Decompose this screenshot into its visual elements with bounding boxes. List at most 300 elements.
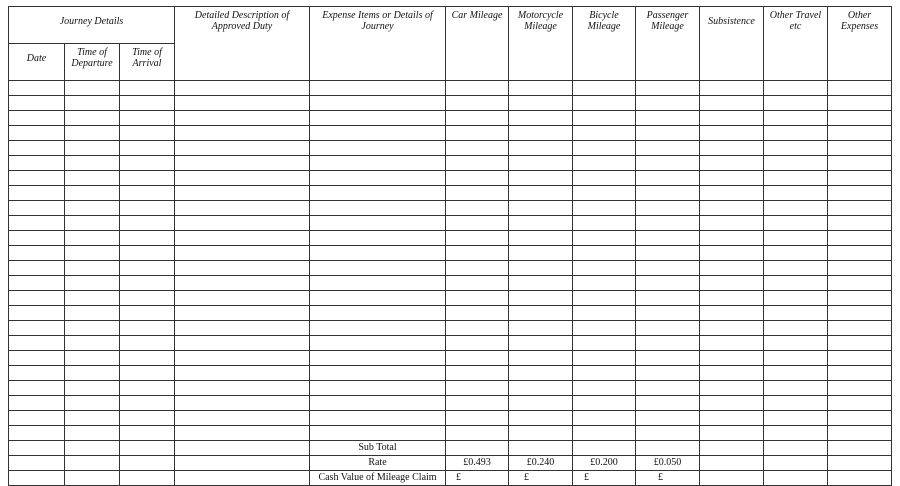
date-cell[interactable] (9, 291, 65, 306)
motorcycle-mileage-cell[interactable] (509, 126, 573, 141)
expense-item-cell[interactable] (310, 171, 446, 186)
date-cell[interactable] (9, 246, 65, 261)
passenger-mileage-cell[interactable] (636, 411, 700, 426)
expense-item-cell[interactable] (310, 156, 446, 171)
expense-item-cell[interactable] (310, 96, 446, 111)
description-cell[interactable] (175, 96, 310, 111)
passenger-mileage-cell[interactable] (636, 96, 700, 111)
description-cell[interactable] (175, 81, 310, 96)
subsistence-cell[interactable] (700, 216, 764, 231)
car-mileage-cell[interactable] (446, 216, 509, 231)
bicycle-mileage-cell[interactable] (573, 126, 636, 141)
motorcycle-mileage-cell[interactable] (509, 426, 573, 441)
subsistence-cell[interactable] (700, 336, 764, 351)
arrival-cell[interactable] (120, 81, 175, 96)
motorcycle-mileage-cell[interactable] (509, 366, 573, 381)
subsistence-cell[interactable] (700, 261, 764, 276)
other-expenses-cell[interactable] (828, 231, 892, 246)
other-travel-cell[interactable] (764, 471, 828, 486)
passenger-mileage-cell[interactable] (636, 141, 700, 156)
other-travel-cell[interactable] (764, 246, 828, 261)
motorcycle-mileage-cell[interactable] (509, 396, 573, 411)
other-travel-cell[interactable] (764, 261, 828, 276)
motorcycle-mileage-cell[interactable] (509, 321, 573, 336)
departure-cell[interactable] (65, 306, 120, 321)
bicycle-mileage-cell[interactable] (573, 201, 636, 216)
date-cell[interactable] (9, 366, 65, 381)
arrival-cell[interactable] (120, 336, 175, 351)
passenger-mileage-cell[interactable] (636, 186, 700, 201)
description-cell[interactable] (175, 336, 310, 351)
car-mileage-cell[interactable] (446, 186, 509, 201)
bicycle-mileage-cell[interactable] (573, 351, 636, 366)
expense-item-cell[interactable] (310, 126, 446, 141)
car-mileage-cell[interactable] (446, 306, 509, 321)
bicycle-mileage-cell[interactable] (573, 396, 636, 411)
car-mileage-cell[interactable] (446, 126, 509, 141)
other-expenses-cell[interactable] (828, 441, 892, 456)
date-cell[interactable] (9, 276, 65, 291)
other-travel-cell[interactable] (764, 426, 828, 441)
arrival-cell[interactable] (120, 396, 175, 411)
description-cell[interactable] (175, 141, 310, 156)
bicycle-mileage-cell[interactable] (573, 141, 636, 156)
other-travel-cell[interactable] (764, 216, 828, 231)
departure-cell[interactable] (65, 201, 120, 216)
other-travel-cell[interactable] (764, 201, 828, 216)
date-cell[interactable] (9, 231, 65, 246)
car-mileage-cell[interactable] (446, 171, 509, 186)
passenger-mileage-cell[interactable] (636, 351, 700, 366)
description-cell[interactable] (175, 261, 310, 276)
other-expenses-cell[interactable] (828, 156, 892, 171)
bicycle-mileage-cell[interactable] (573, 411, 636, 426)
passenger-mileage-cell[interactable] (636, 201, 700, 216)
bicycle-mileage-cell[interactable] (573, 426, 636, 441)
departure-cell[interactable] (65, 441, 120, 456)
other-expenses-cell[interactable] (828, 81, 892, 96)
bicycle-mileage-cell[interactable] (573, 336, 636, 351)
description-cell[interactable] (175, 291, 310, 306)
departure-cell[interactable] (65, 246, 120, 261)
motorcycle-mileage-cell[interactable] (509, 306, 573, 321)
other-travel-cell[interactable] (764, 126, 828, 141)
departure-cell[interactable] (65, 276, 120, 291)
date-cell[interactable] (9, 186, 65, 201)
subsistence-cell[interactable] (700, 81, 764, 96)
expense-item-cell[interactable] (310, 111, 446, 126)
departure-cell[interactable] (65, 321, 120, 336)
expense-item-cell[interactable] (310, 321, 446, 336)
date-cell[interactable] (9, 156, 65, 171)
description-cell[interactable] (175, 441, 310, 456)
bicycle-cash-value[interactable]: £ (573, 471, 636, 486)
departure-cell[interactable] (65, 456, 120, 471)
description-cell[interactable] (175, 321, 310, 336)
arrival-cell[interactable] (120, 366, 175, 381)
arrival-cell[interactable] (120, 456, 175, 471)
passenger-mileage-cell[interactable] (636, 291, 700, 306)
description-cell[interactable] (175, 126, 310, 141)
expense-item-cell[interactable] (310, 366, 446, 381)
other-travel-cell[interactable] (764, 111, 828, 126)
passenger-mileage-cell[interactable] (636, 216, 700, 231)
car-mileage-cell[interactable] (446, 411, 509, 426)
expense-item-cell[interactable] (310, 426, 446, 441)
passenger-mileage-cell[interactable] (636, 81, 700, 96)
arrival-cell[interactable] (120, 351, 175, 366)
departure-cell[interactable] (65, 156, 120, 171)
subsistence-cell[interactable] (700, 186, 764, 201)
other-expenses-cell[interactable] (828, 186, 892, 201)
motorcycle-mileage-cell[interactable] (509, 141, 573, 156)
arrival-cell[interactable] (120, 111, 175, 126)
departure-cell[interactable] (65, 216, 120, 231)
other-travel-cell[interactable] (764, 186, 828, 201)
subsistence-cell[interactable] (700, 96, 764, 111)
motorcycle-mileage-cell[interactable] (509, 171, 573, 186)
date-cell[interactable] (9, 396, 65, 411)
arrival-cell[interactable] (120, 171, 175, 186)
other-expenses-cell[interactable] (828, 396, 892, 411)
other-expenses-cell[interactable] (828, 291, 892, 306)
motorcycle-mileage-cell[interactable] (509, 186, 573, 201)
bicycle-mileage-cell[interactable] (573, 81, 636, 96)
passenger-mileage-cell[interactable] (636, 336, 700, 351)
car-mileage-cell[interactable] (446, 336, 509, 351)
arrival-cell[interactable] (120, 261, 175, 276)
other-expenses-cell[interactable] (828, 261, 892, 276)
other-travel-cell[interactable] (764, 396, 828, 411)
passenger-mileage-cell[interactable] (636, 366, 700, 381)
expense-item-cell[interactable] (310, 246, 446, 261)
other-travel-cell[interactable] (764, 291, 828, 306)
bicycle-mileage-cell[interactable] (573, 321, 636, 336)
motorcycle-mileage-cell[interactable] (509, 411, 573, 426)
expense-item-cell[interactable] (310, 351, 446, 366)
description-cell[interactable] (175, 411, 310, 426)
other-expenses-cell[interactable] (828, 126, 892, 141)
subsistence-cell[interactable] (700, 246, 764, 261)
date-cell[interactable] (9, 81, 65, 96)
subsistence-cell[interactable] (700, 366, 764, 381)
description-cell[interactable] (175, 231, 310, 246)
subsistence-cell[interactable] (700, 411, 764, 426)
departure-cell[interactable] (65, 111, 120, 126)
other-expenses-cell[interactable] (828, 381, 892, 396)
other-expenses-cell[interactable] (828, 426, 892, 441)
arrival-cell[interactable] (120, 216, 175, 231)
motorcycle-mileage-cell[interactable] (509, 336, 573, 351)
passenger-mileage-cell[interactable] (636, 261, 700, 276)
description-cell[interactable] (175, 201, 310, 216)
arrival-cell[interactable] (120, 96, 175, 111)
subsistence-cell[interactable] (700, 171, 764, 186)
description-cell[interactable] (175, 156, 310, 171)
car-mileage-cell[interactable] (446, 396, 509, 411)
car-mileage-cell[interactable] (446, 426, 509, 441)
motorcycle-mileage-cell[interactable] (509, 351, 573, 366)
motorcycle-mileage-cell[interactable] (509, 81, 573, 96)
subsistence-cell[interactable] (700, 321, 764, 336)
car-mileage-cell[interactable] (446, 111, 509, 126)
date-cell[interactable] (9, 96, 65, 111)
other-expenses-cell[interactable] (828, 141, 892, 156)
other-travel-cell[interactable] (764, 336, 828, 351)
expense-item-cell[interactable] (310, 261, 446, 276)
departure-cell[interactable] (65, 81, 120, 96)
other-travel-cell[interactable] (764, 351, 828, 366)
motorcycle-mileage-cell[interactable] (509, 261, 573, 276)
departure-cell[interactable] (65, 351, 120, 366)
subsistence-cell[interactable] (700, 351, 764, 366)
date-cell[interactable] (9, 441, 65, 456)
date-cell[interactable] (9, 336, 65, 351)
car-mileage-cell[interactable] (446, 156, 509, 171)
subsistence-cell[interactable] (700, 111, 764, 126)
other-travel-cell[interactable] (764, 276, 828, 291)
departure-cell[interactable] (65, 381, 120, 396)
bicycle-mileage-cell[interactable] (573, 276, 636, 291)
departure-cell[interactable] (65, 96, 120, 111)
expense-item-cell[interactable] (310, 216, 446, 231)
passenger-mileage-cell[interactable] (636, 111, 700, 126)
subsistence-cell[interactable] (700, 201, 764, 216)
bicycle-sub-total[interactable] (573, 441, 636, 456)
subsistence-cell[interactable] (700, 471, 764, 486)
subsistence-cell[interactable] (700, 381, 764, 396)
motorcycle-sub-total[interactable] (509, 441, 573, 456)
arrival-cell[interactable] (120, 246, 175, 261)
passenger-mileage-cell[interactable] (636, 381, 700, 396)
car-sub-total[interactable] (446, 441, 509, 456)
passenger-mileage-cell[interactable] (636, 231, 700, 246)
arrival-cell[interactable] (120, 426, 175, 441)
bicycle-mileage-cell[interactable] (573, 156, 636, 171)
description-cell[interactable] (175, 276, 310, 291)
description-cell[interactable] (175, 366, 310, 381)
other-expenses-cell[interactable] (828, 246, 892, 261)
car-mileage-cell[interactable] (446, 381, 509, 396)
bicycle-mileage-cell[interactable] (573, 216, 636, 231)
car-mileage-cell[interactable] (446, 201, 509, 216)
subsistence-cell[interactable] (700, 276, 764, 291)
subsistence-cell[interactable] (700, 426, 764, 441)
departure-cell[interactable] (65, 231, 120, 246)
passenger-cash-value[interactable]: £ (636, 471, 700, 486)
other-travel-cell[interactable] (764, 366, 828, 381)
expense-item-cell[interactable] (310, 411, 446, 426)
departure-cell[interactable] (65, 336, 120, 351)
expense-item-cell[interactable] (310, 291, 446, 306)
motorcycle-mileage-cell[interactable] (509, 381, 573, 396)
description-cell[interactable] (175, 381, 310, 396)
other-travel-cell[interactable] (764, 441, 828, 456)
arrival-cell[interactable] (120, 471, 175, 486)
car-mileage-cell[interactable] (446, 276, 509, 291)
expense-item-cell[interactable] (310, 336, 446, 351)
bicycle-mileage-cell[interactable] (573, 171, 636, 186)
passenger-mileage-cell[interactable] (636, 126, 700, 141)
bicycle-mileage-cell[interactable] (573, 246, 636, 261)
motorcycle-mileage-cell[interactable] (509, 156, 573, 171)
date-cell[interactable] (9, 381, 65, 396)
description-cell[interactable] (175, 246, 310, 261)
other-expenses-cell[interactable] (828, 111, 892, 126)
subsistence-cell[interactable] (700, 306, 764, 321)
arrival-cell[interactable] (120, 381, 175, 396)
departure-cell[interactable] (65, 396, 120, 411)
subsistence-cell[interactable] (700, 231, 764, 246)
car-cash-value[interactable]: £ (446, 471, 509, 486)
date-cell[interactable] (9, 306, 65, 321)
motorcycle-mileage-cell[interactable] (509, 96, 573, 111)
departure-cell[interactable] (65, 186, 120, 201)
description-cell[interactable] (175, 456, 310, 471)
car-mileage-cell[interactable] (446, 96, 509, 111)
motorcycle-mileage-cell[interactable] (509, 231, 573, 246)
departure-cell[interactable] (65, 141, 120, 156)
other-expenses-cell[interactable] (828, 411, 892, 426)
other-travel-cell[interactable] (764, 81, 828, 96)
expense-item-cell[interactable] (310, 276, 446, 291)
departure-cell[interactable] (65, 171, 120, 186)
passenger-mileage-cell[interactable] (636, 246, 700, 261)
arrival-cell[interactable] (120, 291, 175, 306)
date-cell[interactable] (9, 471, 65, 486)
departure-cell[interactable] (65, 126, 120, 141)
subsistence-cell[interactable] (700, 456, 764, 471)
car-mileage-cell[interactable] (446, 351, 509, 366)
departure-cell[interactable] (65, 291, 120, 306)
departure-cell[interactable] (65, 471, 120, 486)
arrival-cell[interactable] (120, 126, 175, 141)
motorcycle-mileage-cell[interactable] (509, 216, 573, 231)
bicycle-mileage-cell[interactable] (573, 381, 636, 396)
expense-item-cell[interactable] (310, 231, 446, 246)
passenger-mileage-cell[interactable] (636, 276, 700, 291)
arrival-cell[interactable] (120, 141, 175, 156)
subsistence-cell[interactable] (700, 396, 764, 411)
arrival-cell[interactable] (120, 306, 175, 321)
description-cell[interactable] (175, 186, 310, 201)
other-expenses-cell[interactable] (828, 216, 892, 231)
arrival-cell[interactable] (120, 411, 175, 426)
description-cell[interactable] (175, 306, 310, 321)
date-cell[interactable] (9, 426, 65, 441)
description-cell[interactable] (175, 216, 310, 231)
description-cell[interactable] (175, 471, 310, 486)
bicycle-mileage-cell[interactable] (573, 96, 636, 111)
date-cell[interactable] (9, 321, 65, 336)
expense-item-cell[interactable] (310, 201, 446, 216)
arrival-cell[interactable] (120, 156, 175, 171)
other-travel-cell[interactable] (764, 456, 828, 471)
car-mileage-cell[interactable] (446, 231, 509, 246)
other-expenses-cell[interactable] (828, 366, 892, 381)
bicycle-mileage-cell[interactable] (573, 231, 636, 246)
date-cell[interactable] (9, 126, 65, 141)
other-travel-cell[interactable] (764, 306, 828, 321)
date-cell[interactable] (9, 111, 65, 126)
arrival-cell[interactable] (120, 186, 175, 201)
other-expenses-cell[interactable] (828, 201, 892, 216)
other-travel-cell[interactable] (764, 321, 828, 336)
car-mileage-cell[interactable] (446, 246, 509, 261)
motorcycle-mileage-cell[interactable] (509, 276, 573, 291)
other-travel-cell[interactable] (764, 231, 828, 246)
subsistence-cell[interactable] (700, 156, 764, 171)
other-travel-cell[interactable] (764, 96, 828, 111)
arrival-cell[interactable] (120, 201, 175, 216)
departure-cell[interactable] (65, 411, 120, 426)
date-cell[interactable] (9, 456, 65, 471)
departure-cell[interactable] (65, 426, 120, 441)
expense-item-cell[interactable] (310, 81, 446, 96)
expense-item-cell[interactable] (310, 396, 446, 411)
expense-item-cell[interactable] (310, 306, 446, 321)
arrival-cell[interactable] (120, 231, 175, 246)
other-expenses-cell[interactable] (828, 306, 892, 321)
arrival-cell[interactable] (120, 321, 175, 336)
description-cell[interactable] (175, 396, 310, 411)
description-cell[interactable] (175, 171, 310, 186)
passenger-mileage-cell[interactable] (636, 396, 700, 411)
bicycle-mileage-cell[interactable] (573, 306, 636, 321)
other-expenses-cell[interactable] (828, 321, 892, 336)
departure-cell[interactable] (65, 366, 120, 381)
other-travel-cell[interactable] (764, 411, 828, 426)
arrival-cell[interactable] (120, 441, 175, 456)
passenger-mileage-cell[interactable] (636, 156, 700, 171)
passenger-mileage-cell[interactable] (636, 426, 700, 441)
bicycle-mileage-cell[interactable] (573, 186, 636, 201)
subsistence-cell[interactable] (700, 441, 764, 456)
description-cell[interactable] (175, 111, 310, 126)
other-expenses-cell[interactable] (828, 456, 892, 471)
date-cell[interactable] (9, 261, 65, 276)
subsistence-cell[interactable] (700, 141, 764, 156)
date-cell[interactable] (9, 411, 65, 426)
bicycle-mileage-cell[interactable] (573, 111, 636, 126)
date-cell[interactable] (9, 201, 65, 216)
description-cell[interactable] (175, 351, 310, 366)
motorcycle-mileage-cell[interactable] (509, 201, 573, 216)
car-mileage-cell[interactable] (446, 321, 509, 336)
passenger-mileage-cell[interactable] (636, 171, 700, 186)
other-expenses-cell[interactable] (828, 96, 892, 111)
other-travel-cell[interactable] (764, 381, 828, 396)
motorcycle-cash-value[interactable]: £ (509, 471, 573, 486)
car-mileage-cell[interactable] (446, 261, 509, 276)
other-expenses-cell[interactable] (828, 276, 892, 291)
other-expenses-cell[interactable] (828, 336, 892, 351)
date-cell[interactable] (9, 216, 65, 231)
other-travel-cell[interactable] (764, 171, 828, 186)
date-cell[interactable] (9, 351, 65, 366)
description-cell[interactable] (175, 426, 310, 441)
motorcycle-mileage-cell[interactable] (509, 111, 573, 126)
passenger-mileage-cell[interactable] (636, 321, 700, 336)
other-travel-cell[interactable] (764, 141, 828, 156)
expense-item-cell[interactable] (310, 141, 446, 156)
car-mileage-cell[interactable] (446, 366, 509, 381)
car-mileage-cell[interactable] (446, 141, 509, 156)
other-expenses-cell[interactable] (828, 171, 892, 186)
expense-item-cell[interactable] (310, 381, 446, 396)
bicycle-mileage-cell[interactable] (573, 366, 636, 381)
other-expenses-cell[interactable] (828, 471, 892, 486)
